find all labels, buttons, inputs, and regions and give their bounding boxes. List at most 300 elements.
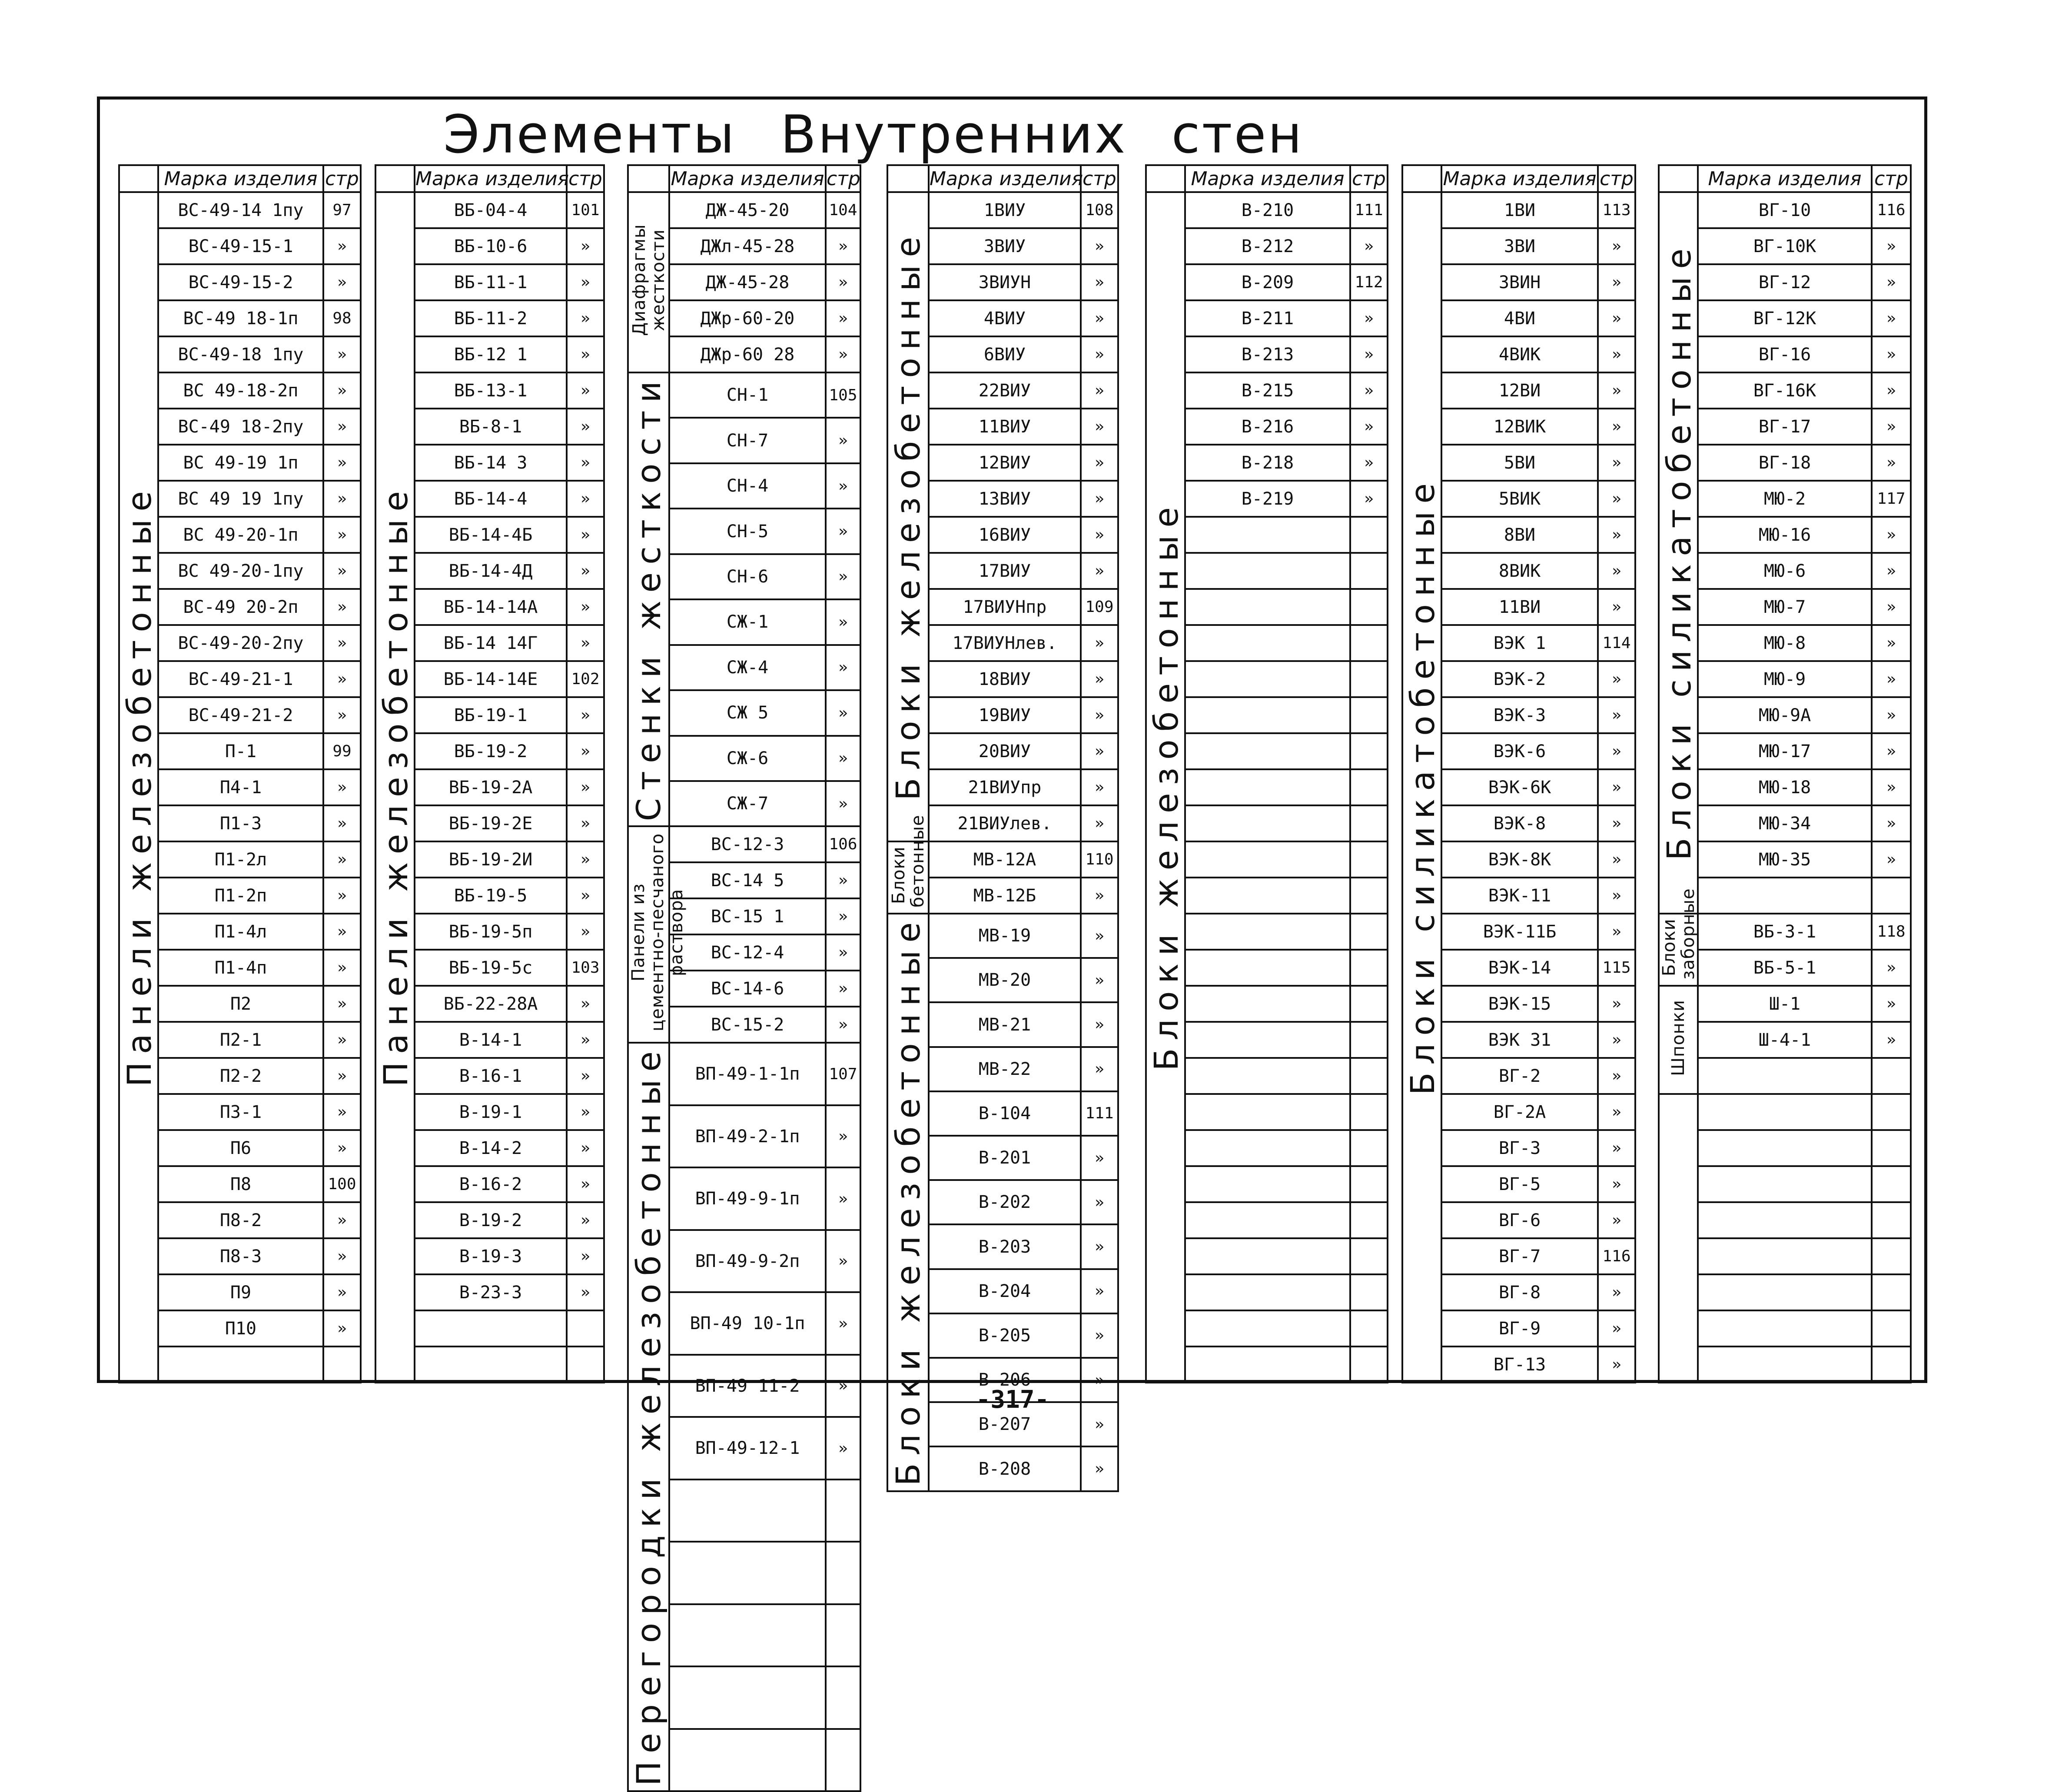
page-cell: » (1598, 409, 1635, 445)
page-cell: » (1872, 841, 1911, 878)
mark-cell: 13ВИУ (929, 481, 1081, 517)
page-cell: » (1350, 481, 1388, 517)
page-cell: » (1598, 228, 1635, 264)
mark-cell (1185, 1202, 1350, 1238)
mark-cell (1185, 914, 1350, 950)
page-cell (323, 1346, 361, 1383)
mark-cell (669, 1542, 826, 1604)
mark-cell: ВС-15 1 (669, 898, 826, 934)
mark-cell: П10 (158, 1310, 323, 1346)
page-cell: » (1081, 553, 1118, 589)
page-cell: » (826, 1007, 860, 1043)
page-cell (1350, 697, 1388, 733)
page-cell: 117 (1872, 481, 1911, 517)
mark-cell: ВБ-5-1 (1698, 950, 1872, 986)
page-cell: » (826, 898, 860, 934)
mark-cell: 3ВИ (1441, 228, 1598, 264)
page-cell: » (1081, 914, 1118, 958)
mark-cell: В-16-1 (415, 1058, 567, 1094)
mark-cell: В-203 (929, 1224, 1081, 1269)
page-cell: 114 (1598, 625, 1635, 661)
mark-cell: ДЖ-45-28 (669, 264, 826, 300)
mark-cell: 4ВИ (1441, 300, 1598, 336)
mark-cell (1185, 1058, 1350, 1094)
index-table-6 (1401, 164, 1636, 1373)
page-cell (1872, 1166, 1911, 1202)
mark-cell: ВГ-16 (1698, 336, 1872, 372)
mark-cell: В-208 (929, 1446, 1081, 1491)
page-cell: » (567, 841, 604, 878)
mark-cell: ВБ-19-2Е (415, 805, 567, 841)
group-label: Блоки силикатобетонные (1403, 475, 1442, 1095)
mark-cell: ВЭК-11 (1441, 878, 1598, 914)
page-cell: » (323, 228, 361, 264)
mark-cell: В-219 (1185, 481, 1350, 517)
mark-cell: 17ВИУНпр (929, 589, 1081, 625)
mark-cell: В-204 (929, 1269, 1081, 1313)
mark-cell: ВБ-19-2И (415, 841, 567, 878)
mark-cell: П2-2 (158, 1058, 323, 1094)
page-cell: » (567, 697, 604, 733)
group-label: Перегородки железобетонные (629, 1044, 668, 1786)
page-cell: » (323, 481, 361, 517)
table-row (1402, 192, 1635, 228)
mark-cell: МВ-12А (929, 841, 1081, 878)
group-label-cell (119, 192, 158, 1383)
page-cell: » (1872, 661, 1911, 697)
mark-cell (1185, 625, 1350, 661)
page-cell: » (1872, 336, 1911, 372)
page-cell: » (1350, 445, 1388, 481)
page-cell: » (1598, 372, 1635, 409)
page-cell: » (1081, 805, 1118, 841)
mark-cell: В-14-2 (415, 1130, 567, 1166)
mark-cell: ВС-49-21-2 (158, 697, 323, 733)
mark-cell: ВГ-9 (1441, 1310, 1598, 1346)
page-cell (1350, 1346, 1388, 1383)
page-cell: 102 (567, 661, 604, 697)
page-cell: » (1081, 661, 1118, 697)
page-cell: » (567, 1202, 604, 1238)
table-row (1659, 192, 1911, 228)
page-cell: » (323, 336, 361, 372)
page-cell: » (1598, 336, 1635, 372)
page-cell: » (826, 418, 860, 463)
page-cell: » (323, 1094, 361, 1130)
page-cell: » (826, 971, 860, 1007)
group-header-cell (1659, 165, 1698, 192)
page-cell: 100 (323, 1166, 361, 1202)
page-cell: » (323, 1058, 361, 1094)
mark-cell: В-213 (1185, 336, 1350, 372)
mark-cell: ВБ-12 1 (415, 336, 567, 372)
page-cell (1350, 517, 1388, 553)
group-label: Блоки железобетонные (889, 229, 927, 801)
page-cell: » (826, 736, 860, 781)
page-cell: » (323, 1130, 361, 1166)
mark-cell (1185, 1130, 1350, 1166)
mark-cell (1185, 805, 1350, 841)
page-cell: » (323, 1202, 361, 1238)
page-cell: » (323, 986, 361, 1022)
mark-cell: ВЭК 31 (1441, 1022, 1598, 1058)
mark-cell (1698, 1310, 1872, 1346)
page-cell: » (1598, 878, 1635, 914)
mark-cell: МЮ-7 (1698, 589, 1872, 625)
page-cell: » (1598, 733, 1635, 769)
group-header-cell (628, 165, 669, 192)
page-cell (1350, 1094, 1388, 1130)
page-cell: » (826, 1417, 860, 1479)
page-cell: » (323, 372, 361, 409)
mark-cell: ВЭК-15 (1441, 986, 1598, 1022)
page-cell: » (1598, 1310, 1635, 1346)
page-cell: » (1081, 733, 1118, 769)
mark-cell: МЮ-18 (1698, 769, 1872, 805)
mark-cell: П-1 (158, 733, 323, 769)
mark-cell (1185, 1310, 1350, 1346)
mark-cell (1698, 1166, 1872, 1202)
mark-cell: ВС-14 5 (669, 862, 826, 898)
page-cell (1872, 1238, 1911, 1274)
mark-cell: П8-3 (158, 1238, 323, 1274)
page-cell (826, 1542, 860, 1604)
page-cell: » (826, 463, 860, 509)
index-table-5 (1145, 164, 1388, 1373)
table-row (375, 192, 604, 228)
table-row (887, 841, 1118, 878)
page-cell: » (1872, 372, 1911, 409)
page-cell (826, 1729, 860, 1792)
mark-cell (1185, 733, 1350, 769)
page-cell: » (1598, 1166, 1635, 1202)
index-table-2 (375, 164, 605, 1373)
mark-cell: ВБ-22-28А (415, 986, 567, 1022)
page-cell: » (323, 661, 361, 697)
mark-cell: ВС 49-20-1п (158, 517, 323, 553)
mark-cell: ВБ-10-6 (415, 228, 567, 264)
page-cell: » (826, 264, 860, 300)
page-cell: » (1872, 409, 1911, 445)
mark-cell: ВГ-13 (1441, 1346, 1598, 1383)
page-cell: » (1598, 481, 1635, 517)
table-row (1659, 986, 1911, 1022)
mark-cell: ВЭК-11Б (1441, 914, 1598, 950)
sheet-title: Элементы Внутренних стен (443, 105, 1304, 165)
mark-cell: ВБ-14-14А (415, 589, 567, 625)
mark-cell: ВБ-13-1 (415, 372, 567, 409)
index-table-1 (118, 164, 362, 1373)
mark-cell: ВБ-3-1 (1698, 914, 1872, 950)
mark-cell: В-207 (929, 1402, 1081, 1446)
page-cell: » (567, 1130, 604, 1166)
page-cell (1350, 841, 1388, 878)
mark-cell: П1-4л (158, 914, 323, 950)
mark-cell: ВЭК-8К (1441, 841, 1598, 878)
page-cell: » (1872, 769, 1911, 805)
mark-cell: 6ВИУ (929, 336, 1081, 372)
mark-cell (1185, 1346, 1350, 1383)
page-cell: » (1598, 805, 1635, 841)
mark-cell: 12ВИУ (929, 445, 1081, 481)
page-cell: » (826, 645, 860, 690)
page-cell (1350, 625, 1388, 661)
mark-header: Марка изделия (1185, 165, 1350, 192)
page-cell: » (1081, 264, 1118, 300)
page-cell: 116 (1598, 1238, 1635, 1274)
page-cell: 107 (826, 1043, 860, 1105)
page-cell (1872, 1094, 1911, 1130)
page-cell: » (826, 300, 860, 336)
page-cell: 105 (826, 372, 860, 418)
mark-cell: 17ВИУ (929, 553, 1081, 589)
group-label: Панели железобетонные (120, 483, 159, 1087)
mark-cell: ВГ-6 (1441, 1202, 1598, 1238)
mark-cell: 3ВИУ (929, 228, 1081, 264)
mark-cell (1185, 986, 1350, 1022)
mark-cell (1698, 878, 1872, 914)
mark-cell (669, 1729, 826, 1792)
table-row (628, 826, 860, 862)
mark-cell (1185, 1274, 1350, 1310)
group-label: Панели железобетонные (376, 483, 415, 1087)
page-cell (1350, 1202, 1388, 1238)
page-header: стр (1598, 165, 1635, 192)
page-header: стр (826, 165, 860, 192)
mark-cell: ВБ-14-14Е (415, 661, 567, 697)
mark-cell (1185, 589, 1350, 625)
page-cell: 111 (1081, 1091, 1118, 1136)
page-cell: » (826, 1167, 860, 1230)
mark-cell (669, 1479, 826, 1542)
mark-cell: МЮ-2 (1698, 481, 1872, 517)
mark-cell: СН-4 (669, 463, 826, 509)
mark-cell (1698, 1238, 1872, 1274)
index-table-3 (627, 164, 861, 1786)
mark-cell: 11ВИ (1441, 589, 1598, 625)
mark-cell: МВ-20 (929, 958, 1081, 1002)
mark-cell: 5ВИ (1441, 445, 1598, 481)
mark-cell: ВБ-19-5 (415, 878, 567, 914)
group-label: Диафрагмы жесткости (629, 224, 668, 336)
page-header: стр (323, 165, 361, 192)
group-header-cell (1146, 165, 1185, 192)
page-cell: 118 (1872, 914, 1911, 950)
page-cell (1872, 1346, 1911, 1383)
mark-cell: ВЭК-14 (1441, 950, 1598, 986)
page-cell: » (567, 517, 604, 553)
mark-header: Марка изделия (669, 165, 826, 192)
page-cell: » (323, 878, 361, 914)
mark-cell (1698, 1346, 1872, 1383)
page-cell: 104 (826, 192, 860, 228)
page-cell: » (1081, 228, 1118, 264)
page-cell: » (1598, 264, 1635, 300)
mark-cell (1185, 769, 1350, 805)
page-cell (1350, 1238, 1388, 1274)
group-label-cell (628, 192, 669, 372)
mark-cell: СН-1 (669, 372, 826, 418)
page-header: стр (567, 165, 604, 192)
page-cell (1350, 1058, 1388, 1094)
mark-header: Марка изделия (158, 165, 323, 192)
mark-cell (1185, 1166, 1350, 1202)
mark-cell: ВС 49-19 1п (158, 445, 323, 481)
mark-cell: Ш-1 (1698, 986, 1872, 1022)
mark-cell: ВП-49-2-1п (669, 1105, 826, 1168)
mark-cell (1185, 553, 1350, 589)
page-cell (1350, 1166, 1388, 1202)
page-cell: » (567, 1274, 604, 1310)
page-cell (1350, 1022, 1388, 1058)
page-cell (1350, 769, 1388, 805)
mark-cell: ДЖр-60 28 (669, 336, 826, 372)
page-cell (1350, 661, 1388, 697)
mark-cell: ВБ-11-2 (415, 300, 567, 336)
mark-cell (1185, 661, 1350, 697)
mark-cell: ВБ-19-2А (415, 769, 567, 805)
mark-cell: В-23-3 (415, 1274, 567, 1310)
mark-cell: ВС-14-6 (669, 971, 826, 1007)
mark-cell: В-19-2 (415, 1202, 567, 1238)
mark-cell: 21ВИУпр (929, 769, 1081, 805)
page-cell: » (826, 509, 860, 554)
page-cell: » (567, 986, 604, 1022)
page-cell: » (567, 625, 604, 661)
page-cell (567, 1346, 604, 1383)
page-cell: » (323, 264, 361, 300)
mark-cell (1185, 697, 1350, 733)
mark-cell: 17ВИУНлев. (929, 625, 1081, 661)
mark-cell: ВГ-3 (1441, 1130, 1598, 1166)
page-cell: » (323, 950, 361, 986)
mark-cell (1698, 1274, 1872, 1310)
group-label-cell (628, 826, 687, 1043)
group-label-cell (375, 192, 415, 1383)
page-cell: » (567, 553, 604, 589)
page-cell (1350, 878, 1388, 914)
mark-cell: ВС-49-14 1пу (158, 192, 323, 228)
page-cell: » (826, 1105, 860, 1168)
table-row (887, 914, 1118, 958)
mark-cell: 16ВИУ (929, 517, 1081, 553)
page-cell: » (567, 733, 604, 769)
mark-cell: ВЭК-3 (1441, 697, 1598, 733)
mark-cell: МВ-22 (929, 1047, 1081, 1091)
page-cell: » (323, 1310, 361, 1346)
mark-cell: МВ-19 (929, 914, 1081, 958)
page-cell: » (826, 690, 860, 735)
group-label: Блоки железобетонные (1147, 499, 1185, 1071)
page-cell (826, 1604, 860, 1667)
page-cell: » (567, 914, 604, 950)
group-label: Шпонки (1668, 999, 1688, 1076)
mark-cell (1185, 1238, 1350, 1274)
mark-cell: ВП-49-12-1 (669, 1417, 826, 1479)
page-cell: » (1598, 1130, 1635, 1166)
page-cell: » (1872, 733, 1911, 769)
mark-cell: П1-2л (158, 841, 323, 878)
group-label: Блоки железобетонные (889, 914, 927, 1486)
mark-cell: ВБ-11-1 (415, 264, 567, 300)
mark-cell: П2-1 (158, 1022, 323, 1058)
mark-cell: ВГ-12 (1698, 264, 1872, 300)
page-cell: » (1081, 517, 1118, 553)
mark-cell: В-16-2 (415, 1166, 567, 1202)
mark-cell: П8-2 (158, 1202, 323, 1238)
page-cell: » (323, 1274, 361, 1310)
mark-cell: ДЖл-45-28 (669, 228, 826, 264)
page-cell: » (1872, 264, 1911, 300)
mark-cell: 18ВИУ (929, 661, 1081, 697)
mark-cell (1185, 878, 1350, 914)
mark-cell (669, 1604, 826, 1667)
mark-cell: П1-2п (158, 878, 323, 914)
mark-cell: СЖ-7 (669, 781, 826, 826)
page-cell (1350, 986, 1388, 1022)
table-row (628, 372, 860, 418)
group-header-cell (1402, 165, 1441, 192)
mark-header: Марка изделия (929, 165, 1081, 192)
mark-cell: ВП-49-9-1п (669, 1167, 826, 1230)
page-cell: » (1872, 950, 1911, 986)
mark-cell: В-104 (929, 1091, 1081, 1136)
page-cell: » (567, 336, 604, 372)
page-cell: » (1598, 1022, 1635, 1058)
page-header: стр (1350, 165, 1388, 192)
mark-cell: ВП-49 10-1п (669, 1292, 826, 1355)
mark-cell: П1-4п (158, 950, 323, 986)
mark-cell: ВБ-14-4 (415, 481, 567, 517)
group-label-cell (1659, 1094, 1698, 1383)
page-cell (1350, 733, 1388, 769)
mark-cell (1698, 1058, 1872, 1094)
page-cell: 108 (1081, 192, 1118, 228)
mark-cell: 8ВИК (1441, 553, 1598, 589)
mark-cell (415, 1346, 567, 1383)
group-label-cell (887, 815, 929, 914)
page-cell: » (826, 599, 860, 645)
mark-cell (1698, 1202, 1872, 1238)
table-row (119, 192, 361, 228)
page-cell: » (1081, 1224, 1118, 1269)
mark-cell: ВБ-19-5с (415, 950, 567, 986)
page-cell (1350, 914, 1388, 950)
table-row (1659, 914, 1911, 950)
page-cell: » (1598, 1094, 1635, 1130)
mark-cell: ВС-12-3 (669, 826, 826, 862)
mark-cell: ВС-49 20-2п (158, 589, 323, 625)
mark-cell: В-206 (929, 1358, 1081, 1402)
mark-cell: ВП-49 11-2 (669, 1355, 826, 1417)
group-label-cell (628, 1043, 669, 1791)
page-cell: 101 (567, 192, 604, 228)
mark-cell: В-216 (1185, 409, 1350, 445)
page-cell: » (1872, 445, 1911, 481)
page-cell: » (826, 336, 860, 372)
page-cell: » (323, 805, 361, 841)
page-cell: » (567, 878, 604, 914)
page-cell: » (1598, 1346, 1635, 1383)
mark-cell (1185, 517, 1350, 553)
page-cell: » (1598, 1058, 1635, 1094)
mark-cell: МВ-21 (929, 1002, 1081, 1047)
mark-cell: ВБ-19-5п (415, 914, 567, 950)
page-cell (1350, 805, 1388, 841)
mark-cell: МЮ-9А (1698, 697, 1872, 733)
mark-cell: 3ВИН (1441, 264, 1598, 300)
group-header-cell (375, 165, 415, 192)
